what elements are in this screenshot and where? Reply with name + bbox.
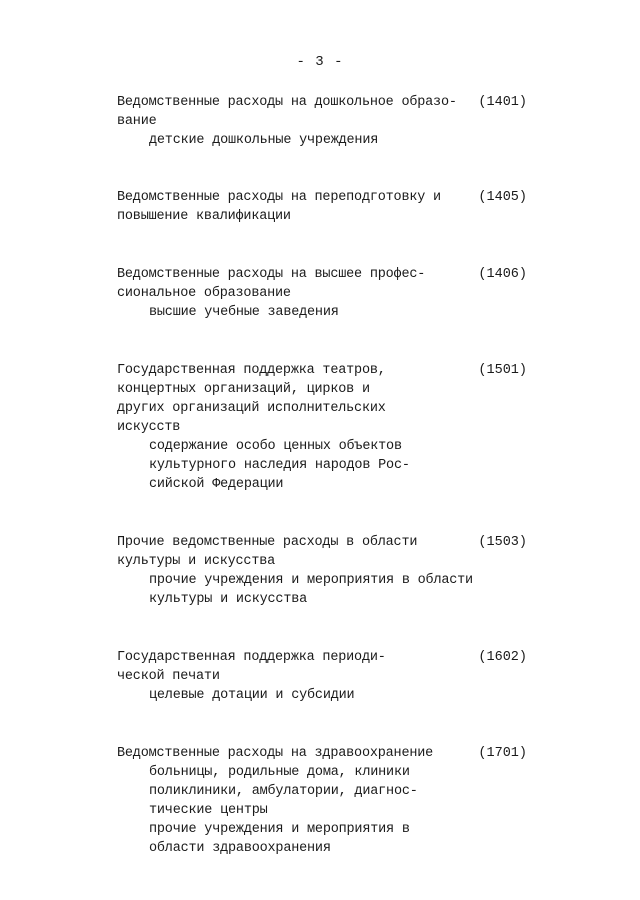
budget-entry-1401 (117, 93, 527, 150)
entry-title-line: сиональное образование (117, 286, 291, 301)
entry-code: (1701) (478, 746, 527, 761)
budget-entry-1405 (117, 188, 527, 226)
entry-title-line: Ведомственные расходы на здравоохранение (117, 746, 434, 761)
entry-title-line: повышение квалификации (117, 209, 291, 224)
entry-code: (1405) (478, 190, 527, 205)
entry-title-line: Прочие ведомственные расходы в области (117, 535, 418, 550)
entry-title-line: Ведомственные расходы на переподготовку и (117, 190, 441, 205)
entry-subitem-line: поликлиники, амбулатории, диагнос- (149, 784, 418, 799)
budget-entry-1406 (117, 265, 527, 322)
budget-entry-1501 (117, 361, 527, 494)
entry-title-line: вание (117, 114, 157, 129)
entry-title-line: Государственная поддержка театров, (117, 363, 386, 378)
entry-title-line: искусств (117, 420, 181, 435)
page-number: - 3 - (296, 54, 344, 70)
entry-title-line: ческой печати (117, 669, 220, 684)
entry-code: (1406) (478, 267, 527, 282)
entry-subitem-line: культурного наследия народов Рос- (149, 458, 410, 473)
entry-subitem-line: прочие учреждения и мероприятия в (149, 822, 410, 837)
entry-code: (1503) (478, 535, 527, 550)
entry-subitem-line: тические центры (149, 803, 268, 818)
entry-subitem-line: целевые дотации и субсидии (149, 688, 355, 703)
entry-subitem-line: области здравоохранения (149, 841, 331, 856)
entry-code: (1602) (478, 650, 527, 665)
budget-entry-1602 (117, 648, 527, 705)
entry-subitem-line: сийской Федерации (149, 477, 284, 492)
entry-subitem-line: детские дошкольные учреждения (149, 133, 379, 148)
entry-title-line: Ведомственные расходы на высшее профес- (117, 267, 426, 282)
entry-subitem-line: больницы, родильные дома, клиники (149, 765, 410, 780)
entry-title-line: культуры и искусства (117, 554, 276, 569)
entry-subitem-line: содержание особо ценных объектов (149, 439, 402, 454)
budget-entry-1503 (117, 533, 527, 609)
entry-subitem-line: культуры и искусства (149, 592, 308, 607)
entry-subitem-line: прочие учреждения и мероприятия в области (149, 573, 473, 588)
entry-code: (1401) (478, 95, 527, 110)
entry-title-line: концертных организаций, цирков и (117, 382, 370, 397)
document-body (117, 93, 527, 858)
entry-subitem-line: высшие учебные заведения (149, 305, 339, 320)
entry-title-line: Ведомственные расходы на дошкольное образо- (117, 95, 457, 110)
entry-title-line: других организаций исполнительских (117, 401, 386, 416)
budget-entry-1701 (117, 744, 527, 858)
entry-code: (1501) (478, 363, 527, 378)
entry-title-line: Государственная поддержка периоди- (117, 650, 386, 665)
